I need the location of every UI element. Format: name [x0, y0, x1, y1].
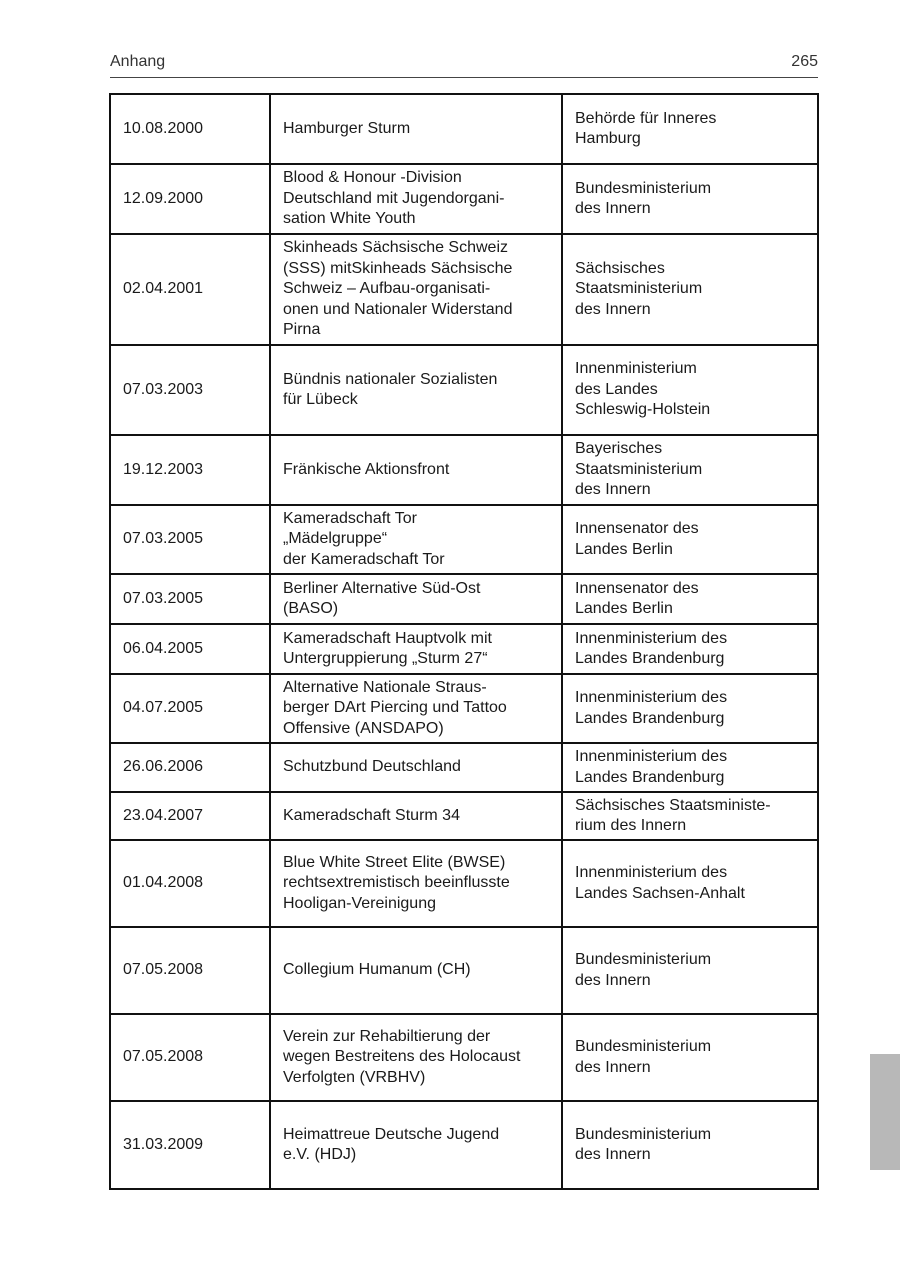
table-row: [110, 674, 818, 743]
date-cell: 06.04.2005: [110, 624, 270, 674]
date-cell: 07.05.2008: [110, 1014, 270, 1101]
table-body: [110, 94, 818, 1189]
date-cell: 31.03.2009: [110, 1101, 270, 1189]
date-cell: 04.07.2005: [110, 674, 270, 743]
table-row: [110, 435, 818, 505]
table-row: [110, 792, 818, 840]
thumb-index-tab: [870, 1054, 900, 1170]
table-row: [110, 624, 818, 674]
date-cell: 07.03.2005: [110, 505, 270, 574]
authority-cell: Behörde für Inneres Hamburg: [562, 94, 818, 164]
organization-cell: Kameradschaft Tor „Mädelgruppe“ der Kameradschaft Tor: [270, 505, 562, 574]
date-cell: 02.04.2001: [110, 234, 270, 345]
organization-cell: Skinheads Sächsische Schweiz (SSS) mitSkinheads Sächsische Schweiz – Aufbau-organisati- onen und Nationaler Widerstand Pirna: [270, 234, 562, 345]
authority-cell: Innenministerium des Landes Brandenburg: [562, 743, 818, 792]
table-row: [110, 94, 818, 164]
authority-cell: Bundesministerium des Innern: [562, 1101, 818, 1189]
organization-cell: Kameradschaft Sturm 34: [270, 792, 562, 840]
date-cell: 07.05.2008: [110, 927, 270, 1014]
authority-cell: Bundesministerium des Innern: [562, 164, 818, 234]
authority-cell: Sächsisches Staatsministerium des Innern: [562, 234, 818, 345]
date-cell: 07.03.2003: [110, 345, 270, 435]
authority-cell: Innenministerium des Landes Brandenburg: [562, 624, 818, 674]
organization-cell: Schutzbund Deutschland: [270, 743, 562, 792]
table-row: [110, 1014, 818, 1101]
authority-cell: Sächsisches Staatsministe- rium des Innern: [562, 792, 818, 840]
organization-cell: Bündnis nationaler Sozialisten für Lübeck: [270, 345, 562, 435]
date-cell: 10.08.2000: [110, 94, 270, 164]
table-row: [110, 234, 818, 345]
organization-cell: Verein zur Rehabiltierung der wegen Bestreitens des Holocaust Verfolgten (VRBHV): [270, 1014, 562, 1101]
date-cell: 26.06.2006: [110, 743, 270, 792]
organization-cell: Collegium Humanum (CH): [270, 927, 562, 1014]
table-row: [110, 505, 818, 574]
date-cell: 19.12.2003: [110, 435, 270, 505]
organization-cell: Heimattreue Deutsche Jugend e.V. (HDJ): [270, 1101, 562, 1189]
table-row: [110, 164, 818, 234]
table-row: [110, 743, 818, 792]
organization-cell: Kameradschaft Hauptvolk mit Untergruppierung „Sturm 27“: [270, 624, 562, 674]
authority-cell: Innenministerium des Landes Brandenburg: [562, 674, 818, 743]
date-cell: 01.04.2008: [110, 840, 270, 927]
date-cell: 23.04.2007: [110, 792, 270, 840]
ban-table: [109, 93, 819, 1190]
organization-cell: Blue White Street Elite (BWSE) rechtsextremistisch beeinflusste Hooligan-Vereinigung: [270, 840, 562, 927]
page-number: 265: [791, 53, 818, 70]
authority-cell: Bundesministerium des Innern: [562, 927, 818, 1014]
authority-cell: Innenministerium des Landes Sachsen-Anhalt: [562, 840, 818, 927]
organization-cell: Hamburger Sturm: [270, 94, 562, 164]
running-header-section: Anhang: [110, 53, 166, 70]
organization-cell: Blood & Honour -Division Deutschland mit Jugendorgani- sation White Youth: [270, 164, 562, 234]
organization-cell: Alternative Nationale Straus- berger DArt Piercing und Tattoo Offensive (ANSDAPO): [270, 674, 562, 743]
date-cell: 12.09.2000: [110, 164, 270, 234]
authority-cell: Bundesministerium des Innern: [562, 1014, 818, 1101]
table-row: [110, 927, 818, 1014]
organization-cell: Berliner Alternative Süd-Ost (BASO): [270, 574, 562, 624]
table-row: [110, 345, 818, 435]
table-row: [110, 840, 818, 927]
table-row: [110, 574, 818, 624]
header-rule: [110, 77, 818, 78]
organization-cell: Fränkische Aktionsfront: [270, 435, 562, 505]
authority-cell: Innensenator des Landes Berlin: [562, 505, 818, 574]
authority-cell: Innenministerium des Landes Schleswig-Holstein: [562, 345, 818, 435]
authority-cell: Innensenator des Landes Berlin: [562, 574, 818, 624]
table-row: [110, 1101, 818, 1189]
authority-cell: Bayerisches Staatsministerium des Innern: [562, 435, 818, 505]
date-cell: 07.03.2005: [110, 574, 270, 624]
